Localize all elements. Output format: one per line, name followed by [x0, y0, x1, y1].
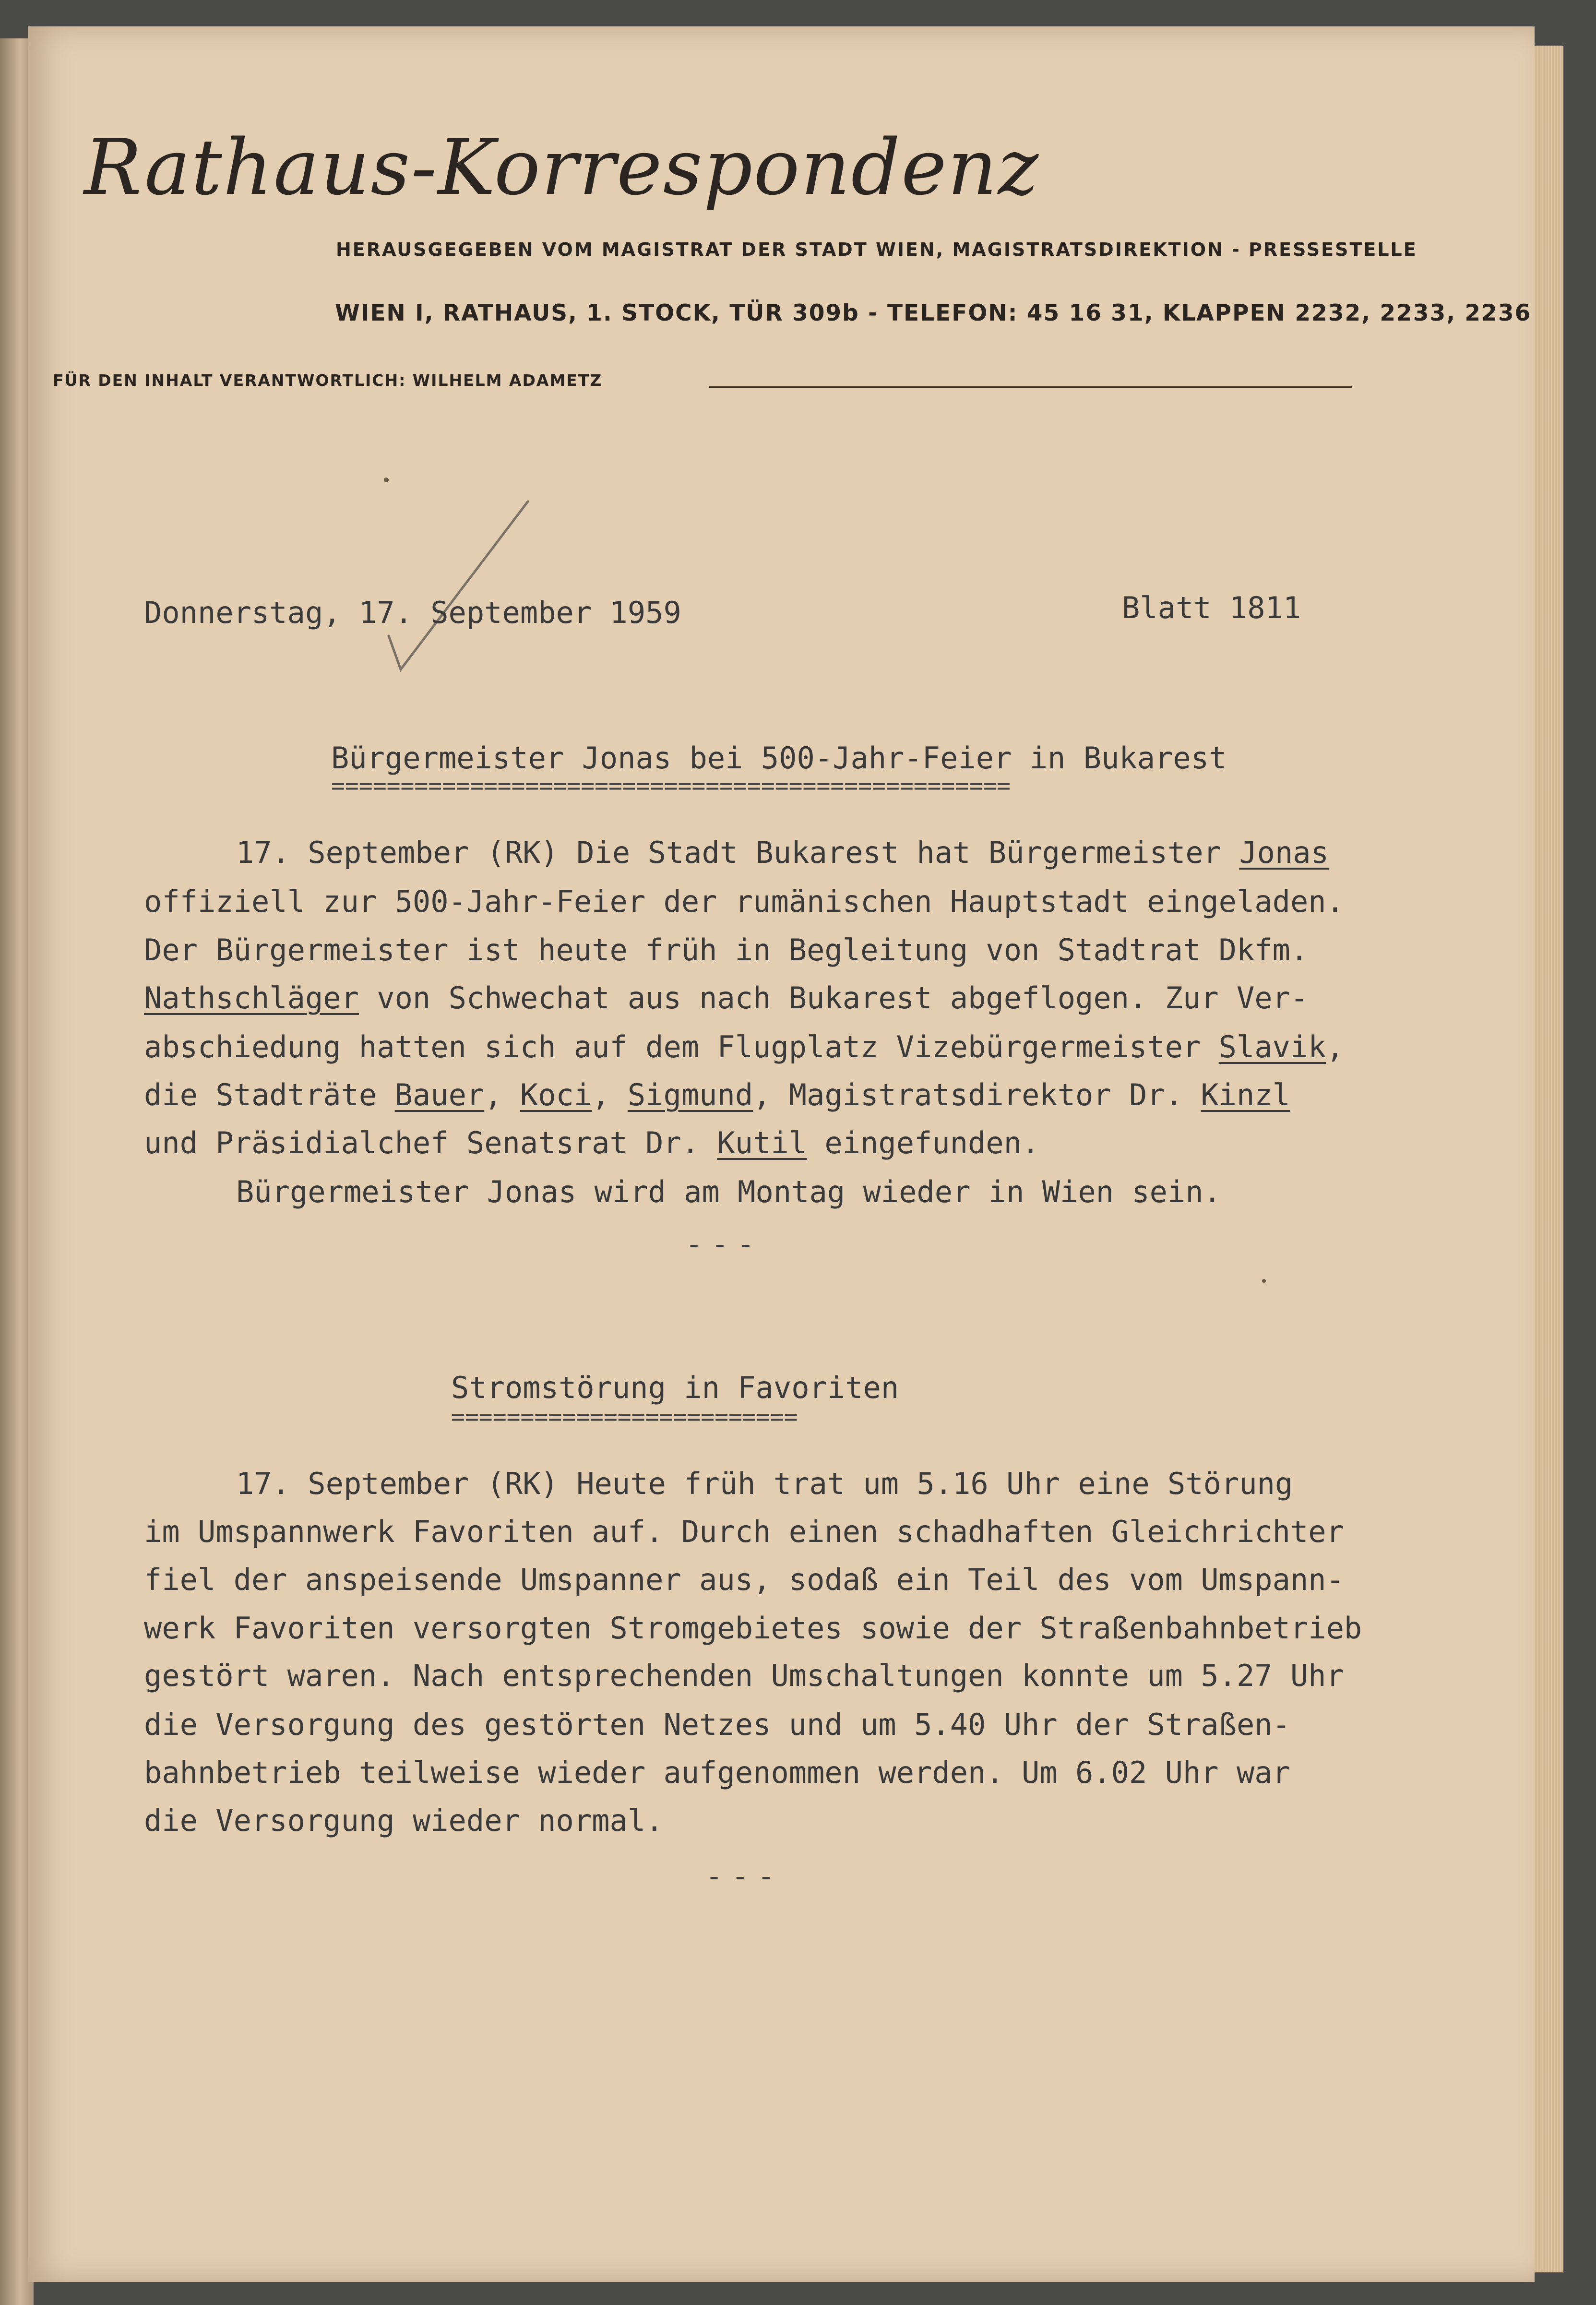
article-1-line-3: Der Bürgermeister ist heute früh in Begleitung von Stadtrat Dkfm. — [144, 932, 1309, 967]
article-2-line-4: werk Favoriten versorgten Stromgebietes sowie der Straßenbahnbetrieb — [144, 1611, 1362, 1646]
name-bauer: Bauer — [394, 1077, 485, 1112]
article-1-line-4: Nathschläger von Schwechat aus nach Bukarest abgeflogen. Zur Ver- — [144, 980, 1309, 1015]
sheet-number: Blatt 1811 — [1122, 590, 1301, 625]
paper-speck — [384, 478, 389, 482]
responsible-line: FÜR DEN INHALT VERANTWORTLICH: WILHELM ADAMETZ — [53, 371, 603, 390]
name-slavik: Slavik — [1218, 1029, 1326, 1064]
pencil-check-mark — [374, 497, 537, 689]
name-kinzl: Kinzl — [1201, 1077, 1290, 1112]
article-2-line-6: die Versorgung des gestörten Netzes und um 5.40 Uhr der Straßen- — [144, 1707, 1290, 1742]
name-sigmund: Sigmund — [627, 1077, 753, 1112]
address-line: WIEN I, RATHAUS, 1. STOCK, TÜR 309b - TELEFON: 45 16 31, KLAPPEN 2232, 2233, 2236 — [335, 300, 1532, 326]
article-2-line-3: fiel der anspeisende Umspanner aus, sodaß ein Teil des vom Umspann- — [144, 1562, 1344, 1597]
name-koci: Koci — [520, 1077, 592, 1112]
masthead-title: Rathaus-Korrespondenz — [84, 122, 1040, 212]
article-1-line-8: Bürgermeister Jonas wird am Montag wieder in Wien sein. — [236, 1174, 1221, 1209]
article-2-line-1: 17. September (RK) Heute früh trat um 5.16 Uhr eine Störung — [236, 1466, 1293, 1501]
article-1-line-5: abschiedung hatten sich auf dem Flugplatz Vizebürgermeister Slavik, — [144, 1029, 1344, 1064]
name-kutil: Kutil — [717, 1125, 807, 1160]
publisher-line: HERAUSGEGEBEN VOM MAGISTRAT DER STADT WIEN, MAGISTRATSDIREKTION - PRESSESTELLE — [336, 239, 1417, 260]
name-jonas: Jonas — [1239, 835, 1329, 870]
article-1-underline-rule: ================================================= — [331, 773, 1011, 800]
article-2-headline: Stromstörung in Favoriten — [451, 1370, 899, 1405]
paper-speck — [1262, 1279, 1266, 1283]
article-2-separator: --- — [705, 1860, 784, 1893]
article-1-headline: Bürgermeister Jonas bei 500-Jahr-Feier in Bukarest — [331, 740, 1227, 776]
article-1-line-1: 17. September (RK) Die Stadt Bukarest hat Bürgermeister Jonas — [236, 835, 1329, 870]
article-2-line-2: im Umspannwerk Favoriten auf. Durch einen schadhaften Gleichrichter — [144, 1514, 1344, 1549]
article-1-separator: --- — [685, 1228, 763, 1261]
issue-date: Donnerstag, 17. September 1959 — [144, 595, 681, 630]
article-2-underline-rule: ========================= — [451, 1404, 798, 1431]
article-1-line-7: und Präsidialchef Senatsrat Dr. Kutil eingefunden. — [144, 1125, 1040, 1160]
masthead-rule — [709, 386, 1352, 388]
article-2-line-8: die Versorgung wieder normal. — [144, 1803, 664, 1838]
article-1-line-6: die Stadträte Bauer, Koci, Sigmund, Magistratsdirektor Dr. Kinzl — [144, 1077, 1290, 1112]
article-2-line-7: bahnbetrieb teilweise wieder aufgenommen werden. Um 6.02 Uhr war — [144, 1755, 1290, 1790]
article-2-line-5: gestört waren. Nach entsprechenden Umschaltungen konnte um 5.27 Uhr — [144, 1658, 1344, 1693]
article-1-line-2: offiziell zur 500-Jahr-Feier der rumänischen Hauptstadt eingeladen. — [144, 884, 1344, 919]
name-nathschlaeger: Nathschläger — [144, 980, 359, 1015]
page-stack-edge — [1535, 46, 1563, 2272]
